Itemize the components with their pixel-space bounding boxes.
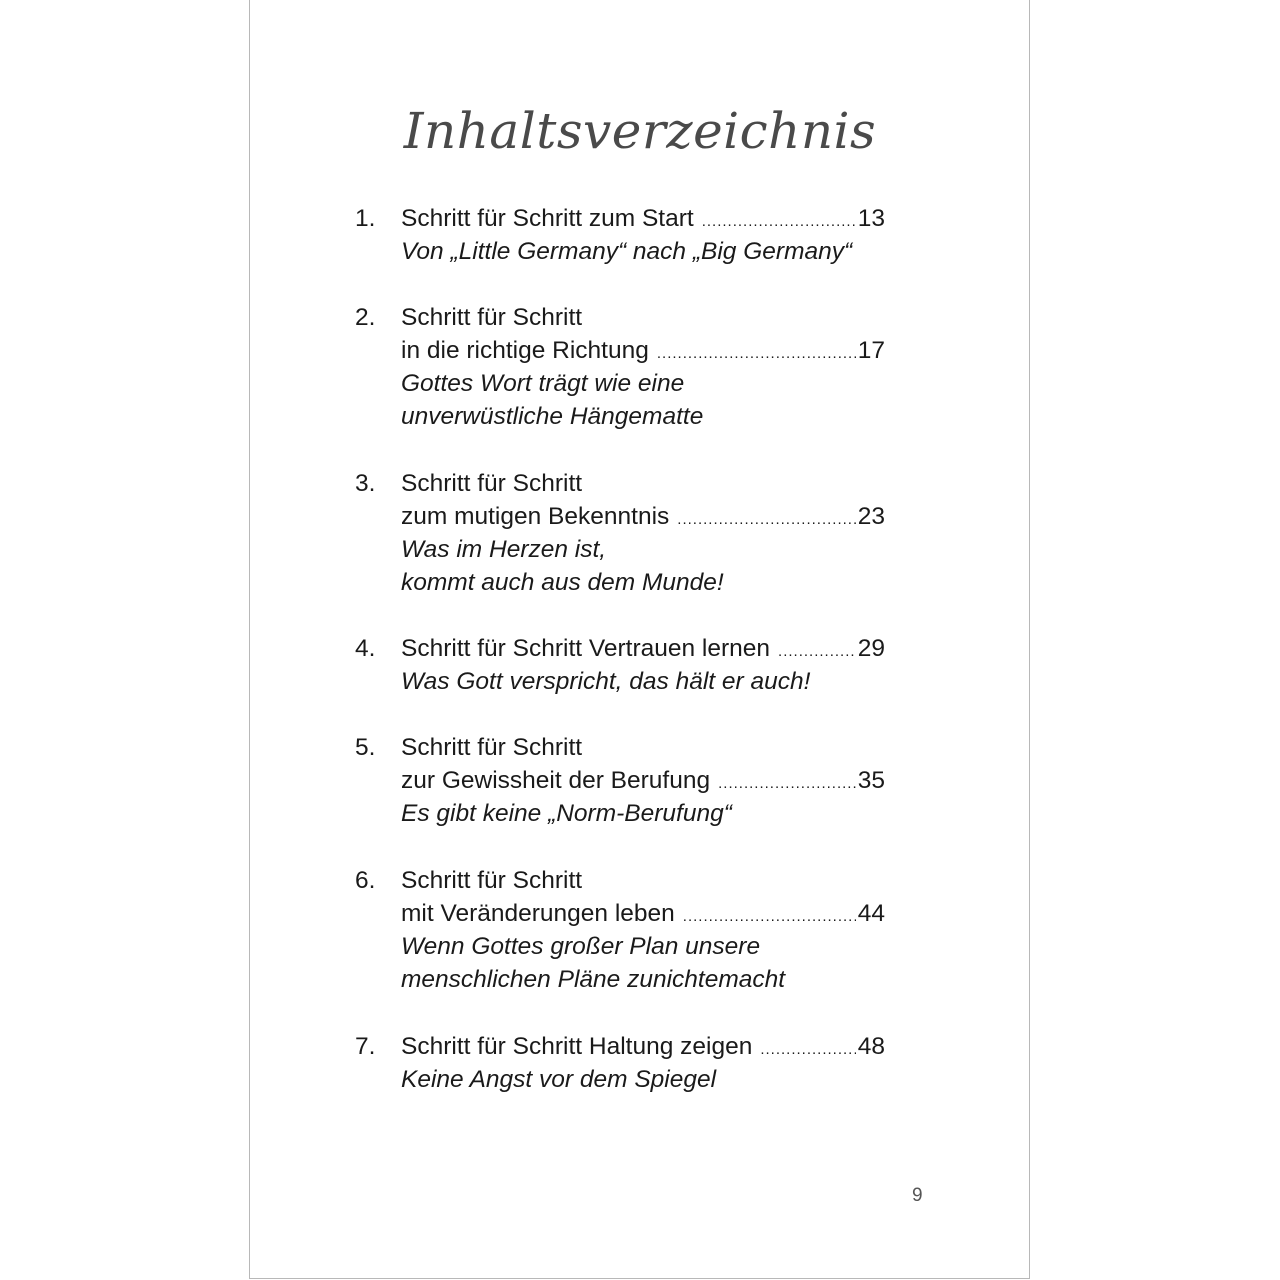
entry-subtitle: Wenn Gottes großer Plan unsere [401, 933, 761, 960]
entry-title-line: Schritt für Schritt [401, 470, 583, 497]
entry-title: Schritt für Schritt Haltung zeigen [401, 1033, 753, 1060]
entry-page-number: 23 [857, 503, 885, 530]
entry-subtitle: Es gibt keine „Norm-Berufung“ [401, 800, 732, 827]
entry-title: zum mutigen Bekenntnis [401, 503, 670, 530]
entry-page-number: 35 [857, 767, 885, 794]
entry-title-line [401, 764, 885, 797]
entry-page-number: 48 [857, 1033, 885, 1060]
entry-title: in die richtige Richtung [401, 337, 649, 364]
dot-leader [760, 1033, 855, 1066]
entry-number: 2. [355, 304, 376, 331]
entry-subtitle: menschlichen Pläne zunichtemacht [401, 966, 786, 993]
entry-subtitle: kommt auch aus dem Munde! [401, 569, 724, 596]
entry-subtitle: Keine Angst vor dem Spiegel [401, 1066, 717, 1093]
dot-leader [683, 900, 856, 933]
entry-title-line [401, 202, 885, 235]
entry-title-line: Schritt für Schritt [401, 867, 583, 894]
entry-number: 3. [355, 470, 376, 497]
entry-title: Schritt für Schritt zum Start [401, 205, 694, 232]
entry-title-line [401, 1030, 885, 1063]
entry-page-number: 44 [857, 900, 885, 927]
entry-page-number: 13 [857, 205, 885, 232]
entry-title: zur Gewissheit der Berufung [401, 767, 711, 794]
dot-leader [718, 767, 856, 800]
entry-subtitle: Was Gott verspricht, das hält er auch! [401, 668, 811, 695]
entry-title-line: Schritt für Schritt [401, 734, 583, 761]
entry-title-line [401, 897, 885, 930]
entry-title: mit Veränderungen leben [401, 900, 675, 927]
entry-title-line [401, 334, 885, 367]
entry-subtitle: Was im Herzen ist, [401, 536, 607, 563]
entry-page-number: 29 [857, 635, 885, 662]
entry-title: Schritt für Schritt Vertrauen lernen [401, 635, 771, 662]
page-number: 9 [912, 1185, 923, 1206]
entry-number: 4. [355, 635, 376, 662]
entry-subtitle: Von „Little Germany“ nach „Big Germany“ [401, 238, 853, 265]
entry-title-line: Schritt für Schritt [401, 304, 583, 331]
dot-leader [677, 503, 855, 536]
entry-number: 1. [355, 205, 376, 232]
entry-title-line [401, 500, 885, 533]
entry-title-line [401, 632, 885, 665]
dot-leader [778, 635, 856, 668]
entry-number: 5. [355, 734, 376, 761]
entry-page-number: 17 [857, 337, 885, 364]
entry-number: 7. [355, 1033, 376, 1060]
entry-subtitle: unverwüstliche Hängematte [401, 403, 704, 430]
page-title: Inhaltsverzeichnis [403, 102, 877, 160]
entry-subtitle: Gottes Wort trägt wie eine [401, 370, 685, 397]
entry-number: 6. [355, 867, 376, 894]
dot-leader [657, 337, 856, 370]
dot-leader [702, 205, 856, 238]
